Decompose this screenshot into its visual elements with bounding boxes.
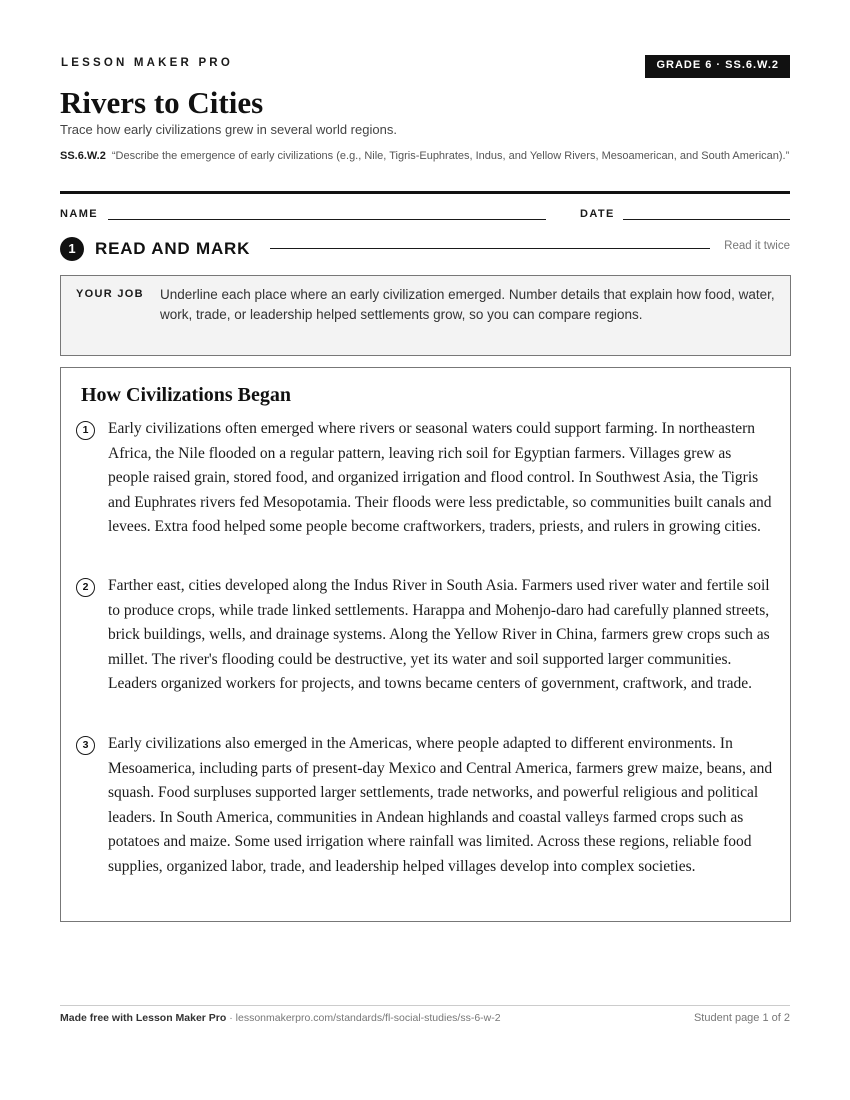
page-title: Rivers to Cities bbox=[60, 85, 264, 120]
footer-page-number: Student page 1 of 2 bbox=[693, 1012, 790, 1024]
footer-credit bbox=[60, 1012, 501, 1024]
header-divider bbox=[60, 191, 790, 194]
paragraph-number-2: 2 bbox=[76, 578, 95, 597]
page-subtitle: Trace how early civilizations grew in several world regions. bbox=[60, 122, 397, 137]
footer-url[interactable]: lessonmakerpro.com/standards/fl-social-studies/ss-6-w-2 bbox=[235, 1012, 501, 1024]
paragraph-3: Early civilizations also emerged in the Americas, where people adapted to different environments. In Mesoamerica, including parts of present-day Mexico and Central America, farmers grew maize, beans, and squash. Food surpluses supported larger settlements, trade networks, and powerful religious and political leaders. In South America, communities in Andean highlands and coastal valleys farmed crops such as potatoes and maize. Some used irrigation where rainfall was limited. Across these regions, reliable food supplies, organized labor, trade, and leadership helped villages develop into complex societies. bbox=[108, 735, 773, 875]
section-number-badge: 1 bbox=[60, 237, 84, 261]
brand-label: LESSON MAKER PRO bbox=[61, 57, 233, 69]
job-instructions: Underline each place where an early civilization emerged. Number details that explain how food, water, work, trade, or leadership helped settlements grow, so you can compare regions. bbox=[160, 287, 775, 322]
section-divider bbox=[270, 248, 710, 249]
paragraph-number-1: 1 bbox=[76, 421, 95, 440]
name-label: NAME bbox=[60, 208, 98, 220]
name-field[interactable] bbox=[108, 219, 546, 220]
section-title: READ AND MARK bbox=[95, 239, 251, 258]
footer-separator: · bbox=[226, 1012, 236, 1024]
footer-divider bbox=[60, 1005, 790, 1006]
date-label: DATE bbox=[580, 208, 615, 220]
paragraph-number-3: 3 bbox=[76, 736, 95, 755]
paragraph-2: Farther east, cities developed along the Indus River in South Asia. Farmers used river water and fertile soil to produce crops, while trade linked settlements. Harappa and Mohenjo-daro had carefully planned streets, brick buildings, wells, and drainage systems. Along the Yellow River in China, farmers grew crops such as millet. The river's flooding could be destructive, yet its water and soil supported larger communities. Leaders organized workers for projects, and towns became centers of government, craftwork, and trade. bbox=[108, 577, 770, 693]
standard-code: SS.6.W.2 bbox=[60, 150, 106, 162]
section-note: Read it twice bbox=[724, 240, 790, 252]
standard-text: “Describe the emergence of early civilizations (e.g., Nile, Tigris-Euphrates, Indus, and Yellow Rivers, Mesoamerican, and South American).” bbox=[111, 150, 790, 162]
grade-badge: GRADE 6 · SS.6.W.2 bbox=[645, 55, 790, 78]
reading-passage bbox=[60, 367, 791, 922]
reading-title: How Civilizations Began bbox=[81, 384, 292, 406]
standard-statement bbox=[60, 148, 795, 165]
date-field[interactable] bbox=[623, 219, 790, 220]
footer-made-with: Made free with Lesson Maker Pro bbox=[60, 1012, 227, 1024]
job-label: YOUR JOB bbox=[76, 288, 144, 300]
paragraph-1: Early civilizations often emerged where rivers or seasonal waters could support farming. In northeastern Africa, the Nile flooded on a regular pattern, leaving rich soil for Egyptian farmers. Villages grew as people raised grain, stored food, and organized irrigation and flood control. In Southwest Asia, the Tigris and Euphrates rivers fed Mesopotamia. Their floods were less predictable, so communities built canals and levees. Extra food helped some people become craftworkers, traders, priests, and rulers in growing cities. bbox=[108, 420, 772, 536]
job-box bbox=[60, 275, 791, 356]
